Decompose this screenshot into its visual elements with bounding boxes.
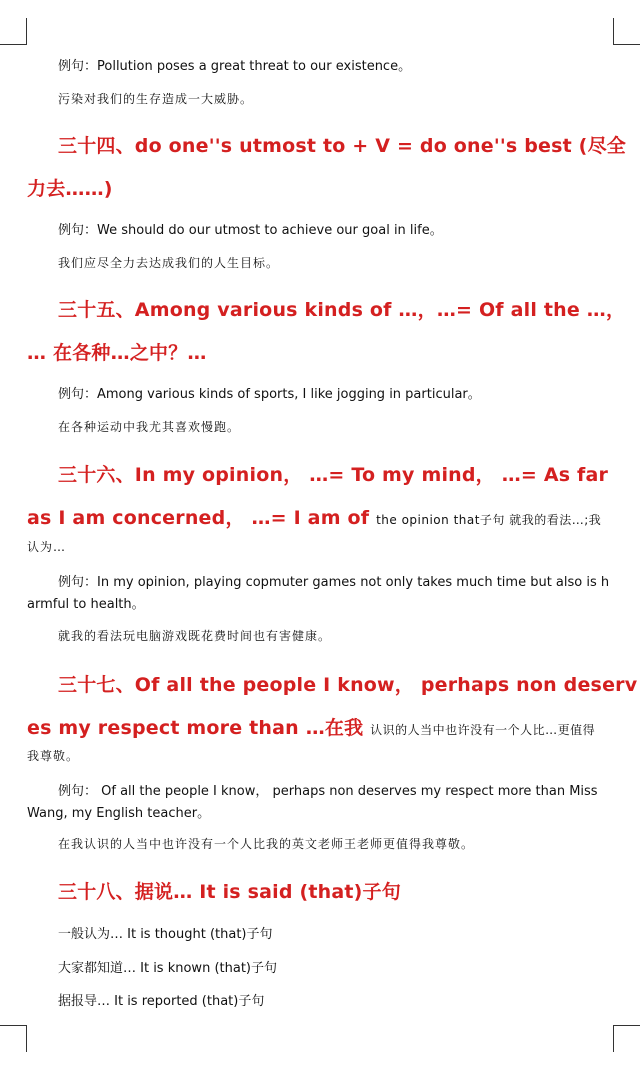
translation: 就我的看法玩电脑游戏既花费时间也有害健康。 xyxy=(58,629,332,643)
crop-mark-top-right xyxy=(613,18,640,45)
translation: 我们应尽全力去达成我们的人生目标。 xyxy=(58,256,280,270)
phrase-item: 大家都知道… It is known (that)子句 xyxy=(58,961,277,976)
heading-37-continued xyxy=(27,713,595,740)
heading-36-continued xyxy=(27,503,601,530)
example-sentence: 例句：In my opinion, playing copmuter games not only takes much time but also is h xyxy=(58,575,610,590)
heading-37-plain-part: 认识的人当中也许没有一个人比…更值得 xyxy=(370,723,596,737)
translation: 在我认识的人当中也许没有一个人比我的英文老师王老师更值得我尊敬。 xyxy=(58,837,475,851)
heading-38: 三十八、据说… It is said (that)子句 xyxy=(58,881,401,903)
heading-35: 三十五、Among various kinds of …，…= Of all the …， xyxy=(58,299,626,321)
heading-36-tail: 认为… xyxy=(27,540,67,554)
crop-mark-bottom-left xyxy=(0,1025,27,1052)
heading-36-plain-part: the opinion that子句 就我的看法…;我 xyxy=(376,513,602,527)
translation: 污染对我们的生存造成一大威胁。 xyxy=(58,92,254,106)
heading-37: 三十七、Of all the people I know， perhaps non deserv xyxy=(58,674,638,696)
crop-mark-top-left xyxy=(0,18,27,45)
crop-mark-bottom-right xyxy=(613,1025,640,1052)
heading-37-red-part: es my respect more than …在我 xyxy=(27,717,364,739)
example-sentence: 例句：Among various kinds of sports, I like jogging in particular。 xyxy=(58,387,481,402)
heading-35-continued: … 在各种…之中？… xyxy=(27,342,207,364)
phrase-item: 一般认为… It is thought (that)子句 xyxy=(58,927,273,942)
heading-37-tail: 我尊敬。 xyxy=(27,749,80,763)
example-sentence-continued: Wang, my English teacher。 xyxy=(27,806,211,821)
example-sentence: 例句：Pollution poses a great threat to our existence。 xyxy=(58,59,412,74)
heading-36: 三十六、In my opinion， …= To my mind， …= As far xyxy=(58,464,609,486)
example-sentence-continued: armful to health。 xyxy=(27,597,145,612)
translation: 在各种运动中我尤其喜欢慢跑。 xyxy=(58,420,241,434)
heading-34: 三十四、do one''s utmost to + V = do one''s best (尽全 xyxy=(58,135,626,157)
phrase-item: 据报导… It is reported (that)子句 xyxy=(58,994,265,1009)
example-sentence: 例句： Of all the people I know， perhaps non deserves my respect more than Miss xyxy=(58,784,598,799)
example-sentence: 例句：We should do our utmost to achieve our goal in life。 xyxy=(58,223,443,238)
heading-34-continued: 力去……) xyxy=(27,178,113,200)
heading-36-red-part: as I am concerned， …= I am of xyxy=(27,507,370,529)
